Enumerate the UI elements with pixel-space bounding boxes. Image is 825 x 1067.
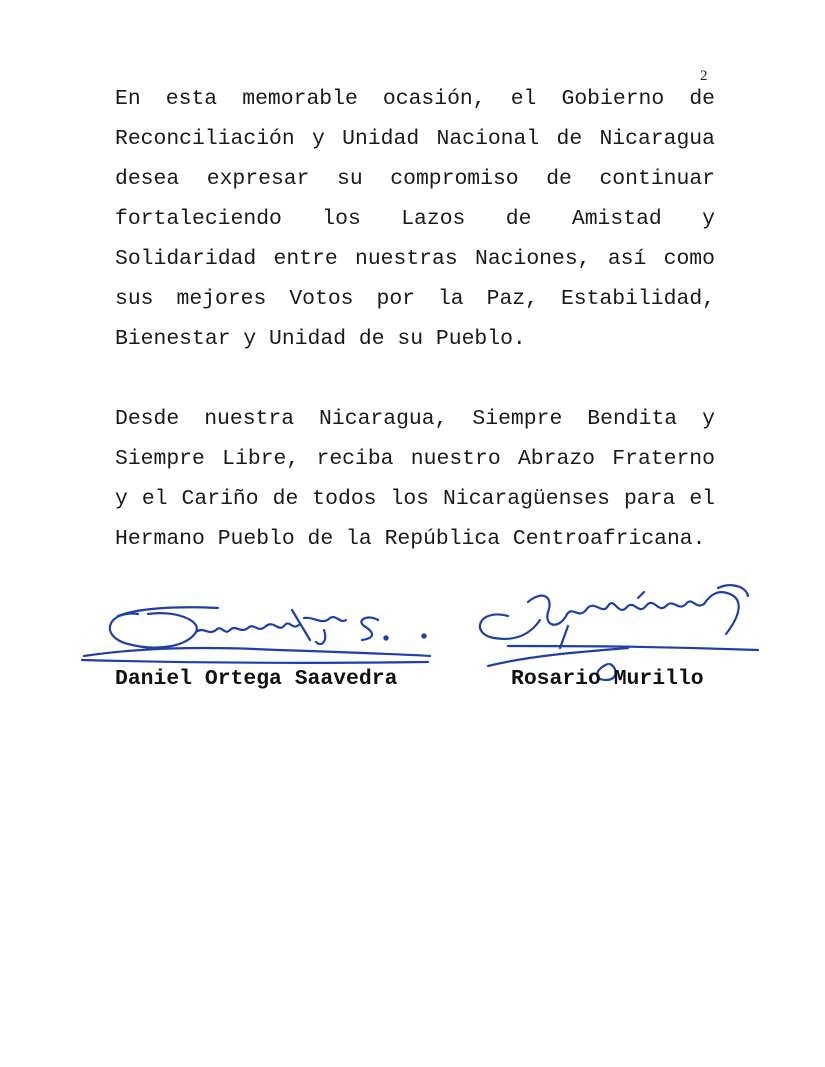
signature-ortega	[78, 596, 438, 670]
paragraph-greeting: En esta memorable ocasión, el Gobierno de Reconciliación y Unidad Nacional de Nicaragua desea expresar su compromiso de continuar fortaleciendo los Lazos de Amistad y Solidaridad entre nuestras Naciones, así como sus mejores Votos por la Paz, Estabilidad, Bienestar y Unidad de su Pueblo.	[115, 87, 715, 351]
signer-name-murillo: Rosario Murillo	[511, 667, 704, 691]
paragraph-closing: Desde nuestra Nicaragua, Siempre Bendita y Siempre Libre, reciba nuestro Abrazo Fraterno y el Cariño de todos los Nicaragüenses para el Hermano Pueblo de la República Centroafricana.	[115, 407, 715, 551]
signer-name-ortega: Daniel Ortega Saavedra	[115, 667, 398, 691]
page-number: 2	[700, 68, 708, 84]
